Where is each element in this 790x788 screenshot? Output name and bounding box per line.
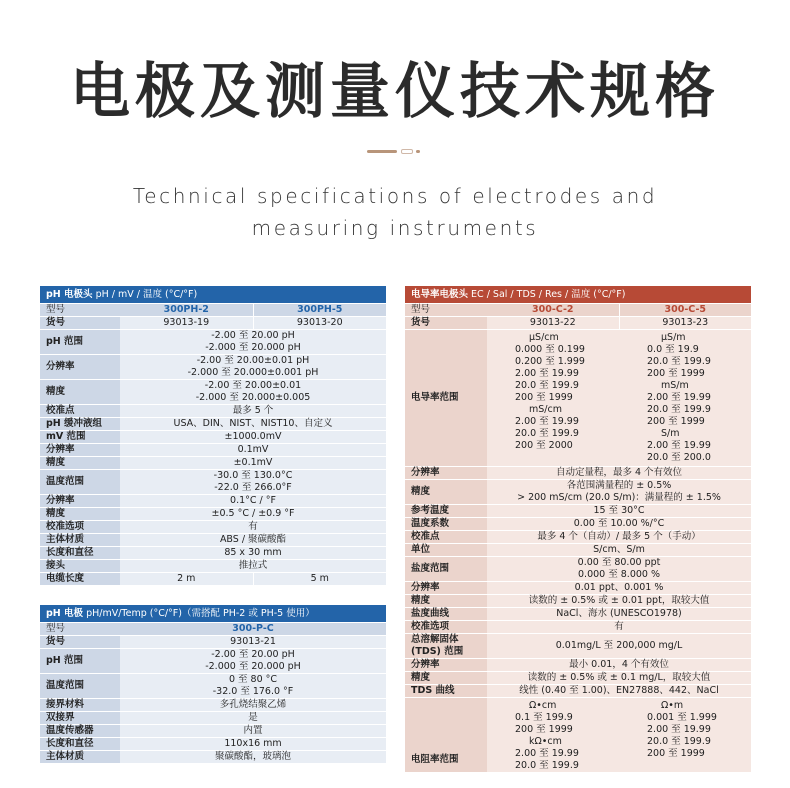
spec-row bbox=[405, 608, 751, 621]
spec-value-line: -2.000 至 20.000±0.001 pH bbox=[187, 367, 319, 378]
cable-length-label: 电缆长度 bbox=[40, 573, 120, 586]
spec-value-line: 各范围满量程的 ± 0.5% bbox=[566, 480, 672, 491]
spec-label: 双接界 bbox=[40, 712, 120, 725]
resistivity-range-c5 bbox=[619, 698, 751, 773]
spec-row bbox=[405, 634, 751, 659]
spec-label: TDS 曲线 bbox=[405, 685, 487, 698]
conductivity-range-label: 电导率范围 bbox=[405, 330, 487, 467]
range-line: Ω•m bbox=[661, 700, 684, 711]
model-label: 型号 bbox=[405, 304, 487, 317]
spec-row bbox=[405, 659, 751, 672]
spec-value-line: 内置 bbox=[243, 725, 263, 736]
subtitle-line-2: measuring instruments bbox=[251, 216, 539, 240]
spec-value-line: NaCl、海水 (UNESCO1978) bbox=[556, 608, 682, 619]
range-line: Ω•cm bbox=[529, 700, 557, 711]
spec-row bbox=[40, 470, 386, 495]
range-line: 20.0 至 199.9 bbox=[515, 380, 579, 391]
ph-electrode-header: pH 电极头 pH / mV / 温度 (°C/°F) bbox=[40, 286, 386, 304]
cable-length: 5 m bbox=[253, 573, 386, 586]
spec-value-line: 0.000 至 8.000 % bbox=[578, 569, 660, 580]
spec-value-line: 0.1°C / °F bbox=[230, 495, 276, 506]
spec-row bbox=[405, 531, 751, 544]
spec-label: 分辨率 bbox=[405, 582, 487, 595]
range-line: 200 至 1999 bbox=[647, 416, 705, 427]
spec-value-line: 最多 4 个（自动）/ 最多 5 个（手动） bbox=[537, 531, 701, 542]
conductivity-range-c5 bbox=[619, 330, 751, 467]
spec-value bbox=[487, 685, 751, 698]
spec-label: 精度 bbox=[40, 457, 120, 470]
item-number-label: 货号 bbox=[40, 636, 120, 649]
spec-value-line: 0.1mV bbox=[237, 444, 269, 455]
spec-value-line: 线性 (0.40 至 1.00)、EN27888、442、NaCl bbox=[519, 685, 719, 696]
spec-value bbox=[487, 505, 751, 518]
spec-value-line: ±0.5 °C / ±0.9 °F bbox=[211, 508, 295, 519]
spec-row bbox=[40, 405, 386, 418]
range-line: 20.0 至 199.9 bbox=[515, 760, 579, 771]
spec-label: 分辨率 bbox=[40, 444, 120, 457]
spec-value bbox=[120, 405, 386, 418]
spec-value bbox=[120, 674, 386, 699]
model-name: 300-P-C bbox=[120, 623, 386, 636]
spec-value-line: -2.000 至 20.000 pH bbox=[205, 342, 301, 353]
spec-label: 精度 bbox=[405, 595, 487, 608]
spec-value bbox=[487, 634, 751, 659]
spec-value bbox=[487, 480, 751, 505]
spec-label: 校准选项 bbox=[405, 621, 487, 634]
ph-electrode-pc-spec-table bbox=[40, 605, 386, 764]
model-name: 300PH-5 bbox=[253, 304, 386, 317]
spec-row bbox=[40, 418, 386, 431]
spec-label: 校准点 bbox=[40, 405, 120, 418]
spec-value-line: -2.000 至 20.000 pH bbox=[205, 661, 301, 672]
model-name: 300-C-5 bbox=[619, 304, 751, 317]
spec-value bbox=[120, 738, 386, 751]
spec-value-line: 0.00 至 10.00 %/°C bbox=[573, 518, 665, 529]
spec-value bbox=[120, 547, 386, 560]
spec-row bbox=[405, 505, 751, 518]
range-line: 2.00 至 19.99 bbox=[647, 724, 711, 735]
spec-value bbox=[120, 495, 386, 508]
spec-value-line: ABS / 聚碳酸酯 bbox=[219, 534, 287, 545]
spec-value bbox=[487, 582, 751, 595]
spec-row bbox=[405, 518, 751, 531]
item-number: 93013-23 bbox=[619, 317, 751, 330]
spec-row bbox=[405, 685, 751, 698]
spec-row bbox=[40, 738, 386, 751]
spec-value bbox=[120, 431, 386, 444]
spec-row bbox=[40, 649, 386, 674]
spec-row bbox=[40, 534, 386, 547]
page-title: 电极及测量仪技术规格 bbox=[70, 57, 720, 127]
range-line: 0.1 至 199.9 bbox=[515, 712, 573, 723]
spec-label: 总溶解固体 (TDS) 范围 bbox=[405, 634, 487, 659]
spec-value bbox=[487, 544, 751, 557]
spec-value bbox=[120, 508, 386, 521]
spec-value-line: 推拉式 bbox=[238, 560, 268, 571]
spec-row bbox=[405, 582, 751, 595]
spec-value-line: -30.0 至 130.0°C bbox=[213, 470, 293, 481]
spec-label: 温度传感器 bbox=[40, 725, 120, 738]
spec-value-line: -2.00 至 20.00±0.01 bbox=[204, 380, 302, 391]
item-number: 93013-19 bbox=[120, 317, 253, 330]
spec-value bbox=[487, 531, 751, 544]
spec-label: 分辨率 bbox=[40, 355, 120, 380]
spec-row bbox=[40, 508, 386, 521]
range-line: 200 至 1999 bbox=[647, 368, 705, 379]
spec-value-line: 最小 0.01，4 个有效位 bbox=[569, 659, 669, 670]
model-label: 型号 bbox=[40, 623, 120, 636]
spec-row bbox=[40, 330, 386, 355]
spec-label: 盐度范围 bbox=[405, 557, 487, 582]
spec-row bbox=[40, 674, 386, 699]
spec-row bbox=[40, 712, 386, 725]
spec-row bbox=[40, 547, 386, 560]
spec-value bbox=[120, 418, 386, 431]
spec-label: 接界材料 bbox=[40, 699, 120, 712]
spec-row bbox=[405, 595, 751, 608]
model-name: 300-C-2 bbox=[487, 304, 619, 317]
ph-electrode-pc-header: pH 电极 pH/mV/Temp (°C/°F)（需搭配 PH-2 或 PH-5 使用） bbox=[40, 605, 386, 623]
spec-value bbox=[120, 330, 386, 355]
page-subtitle bbox=[0, 180, 790, 244]
spec-label: 长度和直径 bbox=[40, 738, 120, 751]
spec-value bbox=[120, 457, 386, 470]
spec-value bbox=[120, 534, 386, 547]
spec-row bbox=[40, 431, 386, 444]
item-number: 93013-22 bbox=[487, 317, 619, 330]
spec-value-line: 15 至 30°C bbox=[593, 505, 645, 516]
spec-label: 主体材质 bbox=[40, 534, 120, 547]
range-line: mS/cm bbox=[529, 404, 562, 415]
spec-label: mV 范围 bbox=[40, 431, 120, 444]
spec-row bbox=[405, 480, 751, 505]
resistivity-range-label: 电阻率范围 bbox=[405, 698, 487, 773]
spec-value-line: 85 x 30 mm bbox=[224, 547, 282, 558]
spec-label: pH 范围 bbox=[40, 330, 120, 355]
resistivity-range-c2 bbox=[487, 698, 619, 773]
spec-label: 温度系数 bbox=[405, 518, 487, 531]
spec-value bbox=[487, 518, 751, 531]
spec-value-line: -2.00 至 20.00 pH bbox=[211, 330, 295, 341]
spec-value-line: -2.00 至 20.00±0.01 pH bbox=[196, 355, 310, 366]
spec-label: 温度范围 bbox=[40, 674, 120, 699]
spec-value bbox=[487, 595, 751, 608]
spec-row bbox=[405, 557, 751, 582]
spec-value-line: > 200 mS/cm (20.0 S/m)：满量程的 ± 1.5% bbox=[517, 492, 721, 503]
spec-row bbox=[40, 380, 386, 405]
spec-label: 精度 bbox=[405, 480, 487, 505]
range-line: 200 至 2000 bbox=[515, 440, 573, 451]
spec-label: 主体材质 bbox=[40, 751, 120, 764]
spec-value bbox=[120, 560, 386, 573]
spec-row bbox=[405, 672, 751, 685]
model-label: 型号 bbox=[40, 304, 120, 317]
range-line: 0.200 至 1.999 bbox=[515, 356, 585, 367]
range-line: 2.00 至 19.99 bbox=[515, 368, 579, 379]
spec-value bbox=[487, 672, 751, 685]
spec-value-line: 0.01mg/L 至 200,000 mg/L bbox=[555, 640, 683, 651]
range-line: 200 至 1999 bbox=[515, 724, 573, 735]
spec-value-line: ±1000.0mV bbox=[224, 431, 282, 442]
spec-value bbox=[487, 621, 751, 634]
spec-value bbox=[120, 355, 386, 380]
spec-value-line: 有 bbox=[248, 521, 258, 532]
spec-value-line: 读数的 ± 0.5% 或 ± 0.1 mg/L，取较大值 bbox=[527, 672, 711, 683]
item-number-label: 货号 bbox=[405, 317, 487, 330]
spec-label: 分辨率 bbox=[405, 659, 487, 672]
spec-value-line: ±0.1mV bbox=[233, 457, 273, 468]
range-line: μS/m bbox=[661, 332, 686, 343]
spec-row bbox=[40, 521, 386, 534]
range-line: 200 至 1999 bbox=[647, 748, 705, 759]
spec-row bbox=[40, 495, 386, 508]
spec-label: 单位 bbox=[405, 544, 487, 557]
range-line: kΩ•cm bbox=[529, 736, 562, 747]
spec-value bbox=[120, 380, 386, 405]
spec-value-line: 最多 5 个 bbox=[232, 405, 274, 416]
spec-label: 长度和直径 bbox=[40, 547, 120, 560]
spec-value-line: 0.01 ppt、0.001 % bbox=[574, 582, 664, 593]
conductivity-range-c2 bbox=[487, 330, 619, 467]
spec-value-line: 0.00 至 80.00 ppt bbox=[577, 557, 661, 568]
conductivity-electrode-header: 电导率电极头 EC / Sal / TDS / Res / 温度 (°C/°F) bbox=[405, 286, 751, 304]
spec-value bbox=[487, 467, 751, 480]
range-line: 20.0 至 199.9 bbox=[647, 736, 711, 747]
range-line: 200 至 1999 bbox=[515, 392, 573, 403]
spec-value-line: 0 至 80 °C bbox=[228, 674, 278, 685]
item-number: 93013-21 bbox=[120, 636, 386, 649]
spec-value bbox=[120, 725, 386, 738]
range-line: 2.00 至 19.99 bbox=[647, 392, 711, 403]
spec-label: 温度范围 bbox=[40, 470, 120, 495]
spec-row bbox=[40, 560, 386, 573]
model-name: 300PH-2 bbox=[120, 304, 253, 317]
spec-label: pH 缓冲液组 bbox=[40, 418, 120, 431]
spec-value-line: USA、DIN、NIST、NIST10、自定义 bbox=[173, 418, 333, 429]
range-line: 2.00 至 19.99 bbox=[515, 748, 579, 759]
spec-label: 精度 bbox=[40, 508, 120, 521]
spec-value-line: 多孔烧结聚乙烯 bbox=[219, 699, 287, 710]
range-line: 20.0 至 199.9 bbox=[647, 404, 711, 415]
spec-label: 参考温度 bbox=[405, 505, 487, 518]
cable-length: 2 m bbox=[120, 573, 253, 586]
item-number-label: 货号 bbox=[40, 317, 120, 330]
range-line: 20.0 至 199.9 bbox=[515, 428, 579, 439]
spec-value bbox=[487, 659, 751, 672]
range-line: 0.001 至 1.999 bbox=[647, 712, 717, 723]
spec-value bbox=[120, 521, 386, 534]
range-line: 2.00 至 19.99 bbox=[647, 440, 711, 451]
spec-row bbox=[405, 621, 751, 634]
range-line: S/m bbox=[661, 428, 680, 439]
ph-electrode-spec-table bbox=[40, 286, 386, 586]
spec-value-line: S/cm、S/m bbox=[593, 544, 645, 555]
spec-value-line: 是 bbox=[248, 712, 258, 723]
range-line: 2.00 至 19.99 bbox=[515, 416, 579, 427]
spec-value bbox=[120, 470, 386, 495]
spec-label: 盐度曲线 bbox=[405, 608, 487, 621]
spec-label: 分辨率 bbox=[405, 467, 487, 480]
spec-value-line: -2.00 至 20.00 pH bbox=[211, 649, 295, 660]
spec-value bbox=[120, 699, 386, 712]
range-line: mS/m bbox=[661, 380, 689, 391]
spec-value-line: 自动定量程，最多 4 个有效位 bbox=[555, 467, 683, 478]
spec-value-line: 有 bbox=[614, 621, 624, 632]
range-line: 20.0 至 199.9 bbox=[647, 356, 711, 367]
range-line: 0.0 至 19.9 bbox=[647, 344, 699, 355]
item-number: 93013-20 bbox=[253, 317, 386, 330]
spec-value-line: 读数的 ± 0.5% 或 ± 0.01 ppt，取较大值 bbox=[528, 595, 710, 606]
spec-value bbox=[487, 557, 751, 582]
spec-row bbox=[405, 467, 751, 480]
spec-label: 校准选项 bbox=[40, 521, 120, 534]
spec-value-line: -32.0 至 176.0 °F bbox=[212, 686, 294, 697]
spec-row bbox=[40, 444, 386, 457]
spec-row bbox=[405, 544, 751, 557]
spec-value bbox=[120, 649, 386, 674]
range-line: 0.000 至 0.199 bbox=[515, 344, 585, 355]
spec-row bbox=[40, 751, 386, 764]
spec-label: 精度 bbox=[40, 380, 120, 405]
spec-row bbox=[40, 457, 386, 470]
spec-value-line: 110x16 mm bbox=[224, 738, 282, 749]
spec-value bbox=[120, 712, 386, 725]
spec-value bbox=[487, 608, 751, 621]
spec-value bbox=[120, 751, 386, 764]
spec-value bbox=[120, 444, 386, 457]
spec-value-line: -2.000 至 20.000±0.005 bbox=[195, 392, 311, 403]
spec-label: 校准点 bbox=[405, 531, 487, 544]
spec-row bbox=[40, 725, 386, 738]
spec-value-line: 聚碳酸酯，玻璃泡 bbox=[215, 751, 292, 762]
subtitle-line-1: Technical specifications of electrodes and bbox=[132, 184, 658, 208]
range-line: 20.0 至 200.0 bbox=[647, 452, 711, 463]
conductivity-electrode-spec-table bbox=[405, 286, 751, 773]
spec-label: pH 范围 bbox=[40, 649, 120, 674]
range-line: μS/cm bbox=[529, 332, 559, 343]
spec-row bbox=[40, 699, 386, 712]
spec-label: 精度 bbox=[405, 672, 487, 685]
spec-value-line: -22.0 至 266.0°F bbox=[214, 482, 292, 493]
spec-label: 接头 bbox=[40, 560, 120, 573]
spec-label: 分辨率 bbox=[40, 495, 120, 508]
spec-row bbox=[40, 355, 386, 380]
